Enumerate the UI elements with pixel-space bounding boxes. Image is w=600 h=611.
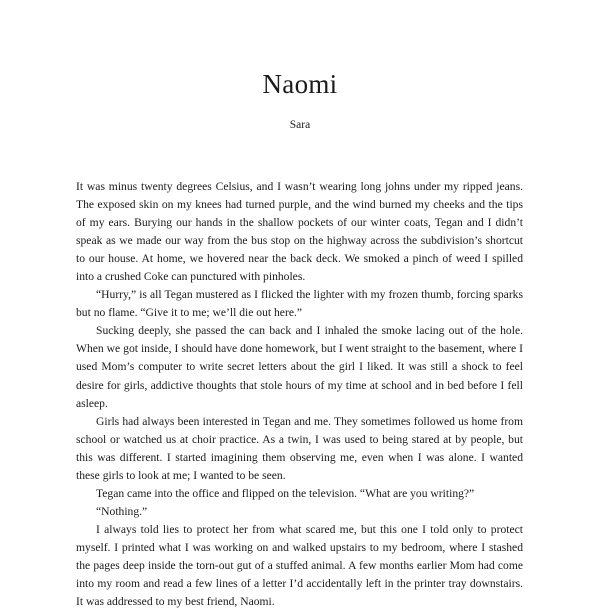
paragraph: It was minus twenty degrees Celsius, and I wasn’t wearing long johns under my ripped jeans. The exposed skin on my knees had turned purple, and the wind burned my cheeks and the tips of my ears. Burying our hands in the shallow pockets of our winter coats, Tegan and I didn’t speak as we made our way from the bus stop on the highway across the subdivision’s shortcut to our house. At home, we hovered near the back deck. We smoked a pinch of weed I spilled into a crushed Coke can punctured with pinholes. — [76, 180, 523, 284]
paragraph: Tegan came into the office and flipped on the television. “What are you writing?” — [96, 486, 475, 500]
paragraph: I always told lies to protect her from what scared me, but this one I told only to protect myself. I printed what I was working on and walked upstairs to my bedroom, where I stashed the pages deep inside the torn-out gut of a stuffed animal. A few months earlier Mom had come into my room and read a few lines of a letter I’d accidentally left in the printer tray downstairs. It was addressed to my best friend, Naomi. — [76, 522, 523, 609]
paragraph: “Hurry,” is all Tegan mustered as I flicked the lighter with my frozen thumb, forcing sparks but no flame. “Give it to me; we’ll die out here.” — [76, 288, 523, 320]
body-text — [76, 178, 523, 611]
chapter-title: Naomi — [262, 69, 338, 99]
chapter-author: Sara — [289, 119, 311, 131]
paragraph: “Nothing.” — [96, 504, 148, 518]
paragraph: Sucking deeply, she passed the can back and I inhaled the smoke lacing out of the hole. When we got inside, I should have done homework, but I went straight to the basement, where I used Mom’s computer to write secret letters about the girl I liked. It was still a shock to feel desire for girls, addictive thoughts that stole hours of my time at school and in bed before I fell asleep. — [76, 324, 523, 410]
paragraph: Girls had always been interested in Tegan and me. They sometimes followed us home from school or watched us at choir practice. As a twin, I was used to being stared at by people, but this was different. I started imagining them observing me, even when I was alone. I wanted these girls to look at me; I wanted to be seen. — [76, 414, 523, 482]
